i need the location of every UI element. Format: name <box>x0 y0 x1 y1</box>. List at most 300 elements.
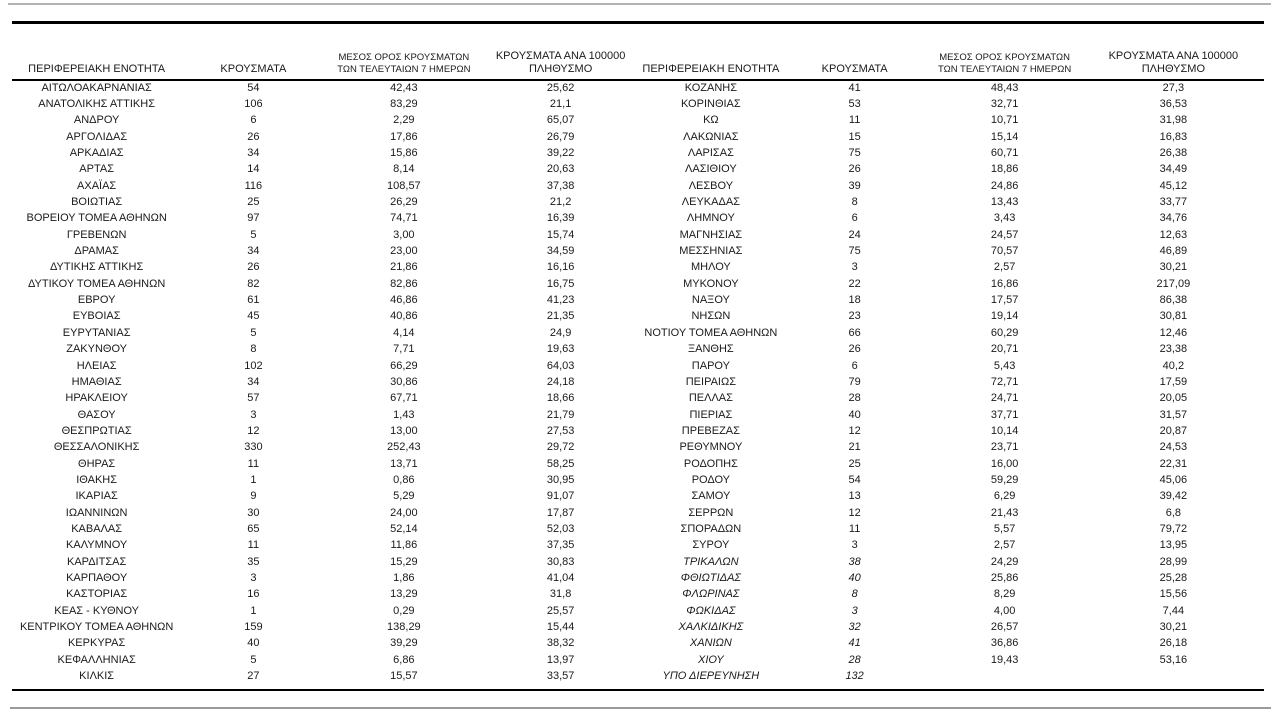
table-row <box>639 391 1264 407</box>
cell-avg7: 40,86 <box>390 310 418 323</box>
cell-avg7: 52,14 <box>390 522 418 535</box>
cell-region: ΑΡΤΑΣ <box>79 163 114 176</box>
cell-cases: 102 <box>244 359 263 372</box>
cell-per100k: 13,95 <box>1159 539 1188 552</box>
cell-per100k: 34,76 <box>1159 212 1188 225</box>
cell-avg7: 15,14 <box>990 130 1019 143</box>
cell-avg7: 4,00 <box>993 604 1016 617</box>
table-row <box>639 587 1264 603</box>
cell-region: ΒΟΙΩΤΙΑΣ <box>71 196 123 209</box>
cell-cases: 32 <box>848 621 861 634</box>
table-body-left <box>12 80 639 685</box>
table-row <box>639 570 1264 586</box>
cell-avg7: 10,71 <box>990 114 1019 127</box>
cell-avg7: 16,00 <box>990 457 1019 470</box>
table-row <box>12 325 639 341</box>
cell-avg7: 39,29 <box>390 637 418 650</box>
cell-per100k: 64,03 <box>546 359 575 372</box>
table-row <box>12 391 639 407</box>
cell-cases: 11 <box>848 522 861 535</box>
cell-region: ΥΠΟ ΔΙΕΡΕΥΝΗΣΗ <box>662 670 760 683</box>
cell-per100k: 45,12 <box>1159 179 1188 192</box>
cell-per100k: 21,1 <box>549 98 572 111</box>
cell-avg7: 37,71 <box>990 408 1019 421</box>
table-row <box>639 342 1264 358</box>
table-row <box>12 358 639 374</box>
cell-cases: 12 <box>247 424 260 437</box>
cell-avg7: 24,71 <box>990 392 1019 405</box>
cell-region: ΜΑΓΝΗΣΙΑΣ <box>679 228 743 241</box>
cell-per100k: 34,59 <box>546 245 575 258</box>
cell-region: ΚΑΡΔΙΤΣΑΣ <box>67 555 127 568</box>
cell-per100k <box>1083 668 1264 684</box>
cell-per100k: 37,35 <box>546 539 575 552</box>
cell-cases: 26 <box>247 261 260 274</box>
cell-avg7: 138,29 <box>387 621 421 634</box>
table-row <box>12 96 639 112</box>
cell-avg7: 19,14 <box>990 310 1019 323</box>
cell-per100k: 20,63 <box>546 163 575 176</box>
column-header-avg7: ΜΕΣΟΣ ΟΡΟΣ ΚΡΟΥΣΜΑΤΩΝ ΤΩΝ ΤΕΛΕΥΤΑΙΩΝ 7 ΗΜΕΡΩΝ <box>325 48 482 80</box>
table-row <box>12 489 639 505</box>
cell-cases: 8 <box>250 343 257 356</box>
table-row <box>639 113 1264 129</box>
cell-avg7: 8,14 <box>393 163 415 176</box>
cell-per100k: 40,2 <box>1162 359 1185 372</box>
cell-region: ΚΕΑΣ - ΚΥΘΝΟΥ <box>54 604 139 617</box>
table-row <box>12 276 639 292</box>
cell-cases: 75 <box>848 245 861 258</box>
cell-per100k: 16,16 <box>546 261 575 274</box>
cell-region: ΗΜΑΘΙΑΣ <box>71 375 122 388</box>
cell-per100k: 39,22 <box>546 147 575 160</box>
cell-per100k: 52,03 <box>546 522 575 535</box>
cell-region: ΛΗΜΝΟΥ <box>686 212 735 225</box>
column-header-region: ΠΕΡΙΦΕΡΕΙΑΚΗ ΕΝΟΤΗΤΑ <box>639 48 783 80</box>
cell-per100k: 86,38 <box>1159 294 1188 307</box>
cell-avg7: 67,71 <box>390 392 418 405</box>
cell-region: ΡΕΘΥΜΝΟΥ <box>679 441 743 454</box>
cell-region: ΚΑΛΥΜΝΟΥ <box>66 539 128 552</box>
cell-cases: 5 <box>250 228 257 241</box>
cell-per100k: 6,8 <box>1165 506 1182 519</box>
table-row <box>639 668 1264 684</box>
cell-cases: 41 <box>848 637 861 650</box>
cell-avg7: 8,29 <box>993 588 1016 601</box>
cell-region: ΞΑΝΘΗΣ <box>688 343 734 356</box>
cell-per100k: 58,25 <box>546 457 575 470</box>
cell-region: ΧΑΛΚΙΔΙΚΗΣ <box>678 621 744 634</box>
table-row <box>12 652 639 668</box>
cell-region: ΓΡΕΒΕΝΩΝ <box>66 228 127 241</box>
cell-per100k: 39,42 <box>1159 490 1188 503</box>
cell-avg7: 4,14 <box>393 326 415 339</box>
table-row <box>639 636 1264 652</box>
table-row <box>12 456 639 472</box>
cell-cases: 3 <box>851 604 858 617</box>
cell-region: ΚΕΝΤΡΙΚΟΥ ΤΟΜΕΑ ΑΘΗΝΩΝ <box>19 621 174 634</box>
cell-avg7: 252,43 <box>387 441 421 454</box>
cell-region: ΑΝΔΡΟΥ <box>73 114 120 127</box>
cell-per100k: 38,32 <box>546 637 575 650</box>
cell-region: ΣΕΡΡΩΝ <box>688 506 734 519</box>
cell-region: ΙΚΑΡΙΑΣ <box>75 490 118 503</box>
cell-per100k: 36,53 <box>1159 98 1188 111</box>
cell-cases: 26 <box>848 163 861 176</box>
regional-cases-table-left <box>12 48 639 685</box>
cell-avg7: 19,43 <box>990 653 1019 666</box>
cell-region: ΘΑΣΟΥ <box>77 408 116 421</box>
table-row <box>12 570 639 586</box>
column-header-per100k: ΚΡΟΥΣΜΑΤΑ ΑΝΑ 100000 ΠΛΗΘΥΣΜΟ <box>482 48 639 80</box>
table-row <box>12 407 639 423</box>
cell-per100k: 25,62 <box>546 82 575 95</box>
table-row <box>639 440 1264 456</box>
column-header-region: ΠΕΡΙΦΕΡΕΙΑΚΗ ΕΝΟΤΗΤΑ <box>12 48 181 80</box>
table-row <box>639 211 1264 227</box>
cell-region: ΤΡΙΚΑΛΩΝ <box>683 555 739 568</box>
cell-per100k: 24,18 <box>546 375 575 388</box>
cell-cases: 54 <box>247 82 260 95</box>
cell-avg7: 21,43 <box>990 506 1019 519</box>
cell-avg7: 21,86 <box>390 261 418 274</box>
table-row <box>12 342 639 358</box>
cell-per100k: 34,49 <box>1159 163 1188 176</box>
cell-per100k: 12,63 <box>1159 228 1188 241</box>
cell-region: ΕΥΒΟΙΑΣ <box>72 310 121 323</box>
table-row <box>12 587 639 603</box>
cell-avg7: 66,29 <box>390 359 418 372</box>
cell-per100k: 65,07 <box>546 114 575 127</box>
cell-cases: 25 <box>848 457 861 470</box>
cell-region: ΕΒΡΟΥ <box>77 294 116 307</box>
cell-avg7: 26,29 <box>390 196 418 209</box>
cell-region: ΕΥΡΥΤΑΝΙΑΣ <box>62 326 131 339</box>
cell-cases: 79 <box>848 375 861 388</box>
cell-per100k: 30,81 <box>1159 310 1188 323</box>
cell-per100k: 21,79 <box>546 408 575 421</box>
cell-cases: 116 <box>244 179 263 192</box>
cell-per100k: 27,53 <box>546 424 575 437</box>
table-row <box>639 358 1264 374</box>
cell-avg7: 0,86 <box>393 473 415 486</box>
cell-region: ΘΕΣΣΑΛΟΝΙΚΗΣ <box>53 441 140 454</box>
cell-cases: 9 <box>250 490 257 503</box>
cell-avg7: 7,71 <box>393 343 415 356</box>
cell-cases: 22 <box>848 277 861 290</box>
cell-avg7: 46,86 <box>390 294 418 307</box>
table-row <box>639 276 1264 292</box>
cell-avg7: 48,43 <box>990 82 1019 95</box>
cell-per100k: 53,16 <box>1159 653 1188 666</box>
cell-region: ΔΥΤΙΚΗΣ ΑΤΤΙΚΗΣ <box>50 261 144 274</box>
cell-cases: 8 <box>851 588 858 601</box>
column-header-cases: ΚΡΟΥΣΜΑΤΑ <box>783 48 927 80</box>
cell-region: ΛΑΡΙΣΑΣ <box>687 147 734 160</box>
cell-region: ΧΙΟΥ <box>698 653 724 666</box>
table-row <box>12 292 639 308</box>
cell-per100k: 26,18 <box>1159 637 1188 650</box>
cell-avg7: 30,86 <box>390 375 418 388</box>
cell-region: ΚΕΦΑΛΛΗΝΙΑΣ <box>57 653 136 666</box>
cell-region: ΑΧΑΪΑΣ <box>77 179 117 192</box>
cell-cases: 38 <box>848 555 861 568</box>
cell-per100k: 20,87 <box>1159 424 1188 437</box>
table-row <box>12 227 639 243</box>
cell-avg7: 23,71 <box>990 441 1019 454</box>
table-row <box>12 668 639 684</box>
cell-cases: 40 <box>247 637 260 650</box>
cell-cases: 12 <box>848 424 861 437</box>
cell-avg7: 70,57 <box>990 245 1019 258</box>
cell-cases: 45 <box>247 310 260 323</box>
cell-region: ΛΕΥΚΑΔΑΣ <box>681 196 740 209</box>
cell-avg7: 15,57 <box>390 670 418 683</box>
cell-avg7: 13,29 <box>390 588 418 601</box>
cell-cases: 3 <box>851 261 858 274</box>
cell-avg7: 32,71 <box>990 98 1019 111</box>
cell-cases: 24 <box>848 228 861 241</box>
cell-per100k: 21,35 <box>546 310 575 323</box>
table-row <box>12 554 639 570</box>
cell-region: ΑΙΤΩΛΟΑΚΑΡΝΑΝΙΑΣ <box>41 82 152 95</box>
cell-per100k: 24,9 <box>549 326 572 339</box>
cell-per100k: 20,05 <box>1159 392 1188 405</box>
cell-per100k: 12,46 <box>1159 326 1188 339</box>
cell-cases: 132 <box>845 670 864 683</box>
cell-per100k: 15,74 <box>546 228 575 241</box>
cell-cases: 26 <box>848 343 861 356</box>
table-row <box>639 652 1264 668</box>
cell-per100k: 41,23 <box>546 294 575 307</box>
cell-per100k: 45,06 <box>1159 473 1188 486</box>
cell-avg7: 13,43 <box>990 196 1019 209</box>
cell-cases: 53 <box>848 98 861 111</box>
table-row <box>639 129 1264 145</box>
cell-region: ΝΗΣΩΝ <box>691 310 731 323</box>
cell-avg7: 20,71 <box>990 343 1019 356</box>
cell-per100k: 33,57 <box>546 670 575 683</box>
cell-per100k: 217,09 <box>1156 277 1191 290</box>
cell-avg7: 72,71 <box>990 375 1019 388</box>
cell-cases: 82 <box>247 277 260 290</box>
cell-per100k: 16,75 <box>546 277 575 290</box>
cell-cases: 3 <box>250 408 257 421</box>
cell-region: ΜΥΚΟΝΟΥ <box>683 277 739 290</box>
cell-cases: 6 <box>851 359 858 372</box>
cell-region: ΘΗΡΑΣ <box>78 457 116 470</box>
cell-per100k: 25,57 <box>546 604 575 617</box>
table-row <box>639 309 1264 325</box>
cell-region: ΠΑΡΟΥ <box>691 359 730 372</box>
cell-region: ΔΡΑΜΑΣ <box>74 245 119 258</box>
table-row <box>639 374 1264 390</box>
table-row <box>12 521 639 537</box>
cell-region: ΝΟΤΙΟΥ ΤΟΜΕΑ ΑΘΗΝΩΝ <box>644 326 778 339</box>
cell-cases: 26 <box>247 130 260 143</box>
cell-region: ΣΑΜΟΥ <box>691 490 731 503</box>
table-row <box>12 162 639 178</box>
cell-region: ΠΡΕΒΕΖΑΣ <box>681 424 740 437</box>
cell-avg7: 2,57 <box>993 539 1016 552</box>
cell-per100k: 33,77 <box>1159 196 1188 209</box>
table-row <box>639 505 1264 521</box>
table-row <box>12 80 639 96</box>
column-header-avg7: ΜΕΣΟΣ ΟΡΟΣ ΚΡΟΥΣΜΑΤΩΝ ΤΩΝ ΤΕΛΕΥΤΑΙΩΝ 7 ΗΜΕΡΩΝ <box>927 48 1083 80</box>
cell-avg7: 24,86 <box>990 179 1019 192</box>
cell-per100k: 31,57 <box>1159 408 1188 421</box>
cell-region: ΙΘΑΚΗΣ <box>76 473 118 486</box>
table-row <box>639 96 1264 112</box>
cell-cases: 159 <box>244 621 263 634</box>
cell-region: ΔΥΤΙΚΟΥ ΤΟΜΕΑ ΑΘΗΝΩΝ <box>27 277 166 290</box>
cell-avg7: 15,86 <box>390 147 418 160</box>
cell-per100k: 30,21 <box>1159 261 1188 274</box>
cell-region: ΠΕΛΛΑΣ <box>688 392 733 405</box>
cell-avg7: 59,29 <box>990 473 1019 486</box>
cell-avg7: 24,00 <box>390 506 418 519</box>
cell-cases: 3 <box>250 571 257 584</box>
header-row <box>639 48 1264 80</box>
table-row <box>12 113 639 129</box>
cell-per100k: 26,79 <box>546 130 575 143</box>
cell-avg7: 6,86 <box>393 653 415 666</box>
cell-region: ΦΩΚΙΔΑΣ <box>686 604 736 617</box>
cell-avg7: 13,71 <box>390 457 418 470</box>
table-row <box>639 80 1264 96</box>
table-bottom-border <box>12 689 1264 691</box>
cell-avg7: 1,43 <box>393 408 415 421</box>
cell-cases: 65 <box>247 522 260 535</box>
table-row <box>639 243 1264 259</box>
cell-avg7: 13,00 <box>390 424 418 437</box>
cell-avg7: 2,57 <box>993 261 1016 274</box>
cell-cases: 21 <box>848 441 861 454</box>
regional-cases-table-right <box>639 48 1264 685</box>
cell-region: ΚΑΡΠΑΘΟΥ <box>66 571 128 584</box>
cell-cases: 97 <box>247 212 260 225</box>
cell-per100k: 27,3 <box>1162 82 1185 95</box>
column-header-cases: ΚΡΟΥΣΜΑΤΑ <box>181 48 325 80</box>
table-row <box>12 619 639 635</box>
cell-avg7: 15,29 <box>390 555 418 568</box>
cell-per100k: 24,53 <box>1159 441 1188 454</box>
cell-region: ΗΡΑΚΛΕΙΟΥ <box>65 392 128 405</box>
table-row <box>12 636 639 652</box>
table-row <box>639 227 1264 243</box>
table-row <box>639 472 1264 488</box>
table-row <box>12 211 639 227</box>
table-body-right <box>639 80 1264 685</box>
cell-per100k: 17,59 <box>1159 375 1188 388</box>
cell-cases: 11 <box>247 539 260 552</box>
header-row <box>12 48 639 80</box>
cell-avg7 <box>927 668 1083 684</box>
table-row <box>12 538 639 554</box>
table-top-border <box>12 21 1264 24</box>
table-row <box>12 603 639 619</box>
cell-cases: 30 <box>247 506 260 519</box>
cell-region: ΑΡΓΟΛΙΔΑΣ <box>66 130 128 143</box>
cell-avg7: 5,43 <box>993 359 1016 372</box>
cell-avg7: 3,43 <box>993 212 1016 225</box>
cell-cases: 12 <box>848 506 861 519</box>
table-row <box>12 309 639 325</box>
cell-per100k: 30,83 <box>546 555 575 568</box>
cell-cases: 39 <box>848 179 861 192</box>
cell-cases: 40 <box>848 571 861 584</box>
cell-region: ΣΥΡΟΥ <box>692 539 730 552</box>
cell-region: ΛΕΣΒΟΥ <box>688 179 734 192</box>
cell-region: ΚΩ <box>703 114 719 127</box>
cell-per100k: 31,8 <box>549 588 572 601</box>
cell-per100k: 22,31 <box>1159 457 1188 470</box>
cell-per100k: 13,97 <box>546 653 575 666</box>
cell-cases: 1 <box>250 473 257 486</box>
cell-region: ΗΛΕΙΑΣ <box>76 359 117 372</box>
cell-region: ΛΑΣΙΘΙΟΥ <box>685 163 737 176</box>
table-row <box>639 194 1264 210</box>
cell-cases: 23 <box>848 310 861 323</box>
cell-region: ΚΙΛΚΙΣ <box>79 670 115 683</box>
table-row <box>639 554 1264 570</box>
cell-cases: 66 <box>848 326 861 339</box>
cell-avg7: 24,57 <box>990 228 1019 241</box>
cell-avg7: 25,86 <box>990 571 1019 584</box>
table-row <box>12 260 639 276</box>
cell-region: ΖΑΚΥΝΘΟΥ <box>66 343 128 356</box>
cell-per100k: 29,72 <box>546 441 575 454</box>
cell-cases: 28 <box>848 392 861 405</box>
cell-avg7: 60,71 <box>990 147 1019 160</box>
cell-cases: 41 <box>848 82 861 95</box>
cell-cases: 5 <box>250 326 257 339</box>
cell-avg7: 36,86 <box>990 637 1019 650</box>
cell-cases: 25 <box>247 196 260 209</box>
cell-cases: 40 <box>848 408 861 421</box>
cell-per100k: 26,38 <box>1159 147 1188 160</box>
cell-region: ΑΝΑΤΟΛΙΚΗΣ ΑΤΤΙΚΗΣ <box>38 98 155 111</box>
cell-avg7: 16,86 <box>990 277 1019 290</box>
cell-avg7: 5,57 <box>993 522 1016 535</box>
cell-region: ΘΕΣΠΡΩΤΙΑΣ <box>61 424 132 437</box>
cell-region: ΡΟΔΟΠΗΣ <box>683 457 738 470</box>
cell-avg7: 42,43 <box>390 82 418 95</box>
cell-region: ΠΕΙΡΑΙΩΣ <box>685 375 737 388</box>
cell-region: ΧΑΝΙΩΝ <box>689 637 732 650</box>
cell-cases: 34 <box>247 375 260 388</box>
cell-region: ΙΩΑΝΝΙΝΩΝ <box>65 506 128 519</box>
cell-region: ΛΑΚΩΝΙΑΣ <box>683 130 739 143</box>
cell-per100k: 91,07 <box>546 490 575 503</box>
cell-cases: 75 <box>848 147 861 160</box>
cell-avg7: 60,29 <box>990 326 1019 339</box>
cell-region: ΝΑΞΟΥ <box>691 294 730 307</box>
cell-per100k: 7,44 <box>1162 604 1185 617</box>
table-row <box>12 178 639 194</box>
column-header-per100k: ΚΡΟΥΣΜΑΤΑ ΑΝΑ 100000 ΠΛΗΘΥΣΜΟ <box>1083 48 1264 80</box>
cell-per100k: 18,66 <box>546 392 575 405</box>
cell-cases: 61 <box>247 294 260 307</box>
cell-cases: 11 <box>247 457 260 470</box>
table-row <box>12 505 639 521</box>
cell-avg7: 74,71 <box>390 212 418 225</box>
cell-avg7: 10,14 <box>990 424 1019 437</box>
cell-per100k: 41,04 <box>546 571 575 584</box>
cell-cases: 6 <box>250 114 257 127</box>
table-row <box>639 456 1264 472</box>
regional-cases-tables <box>12 48 1264 685</box>
